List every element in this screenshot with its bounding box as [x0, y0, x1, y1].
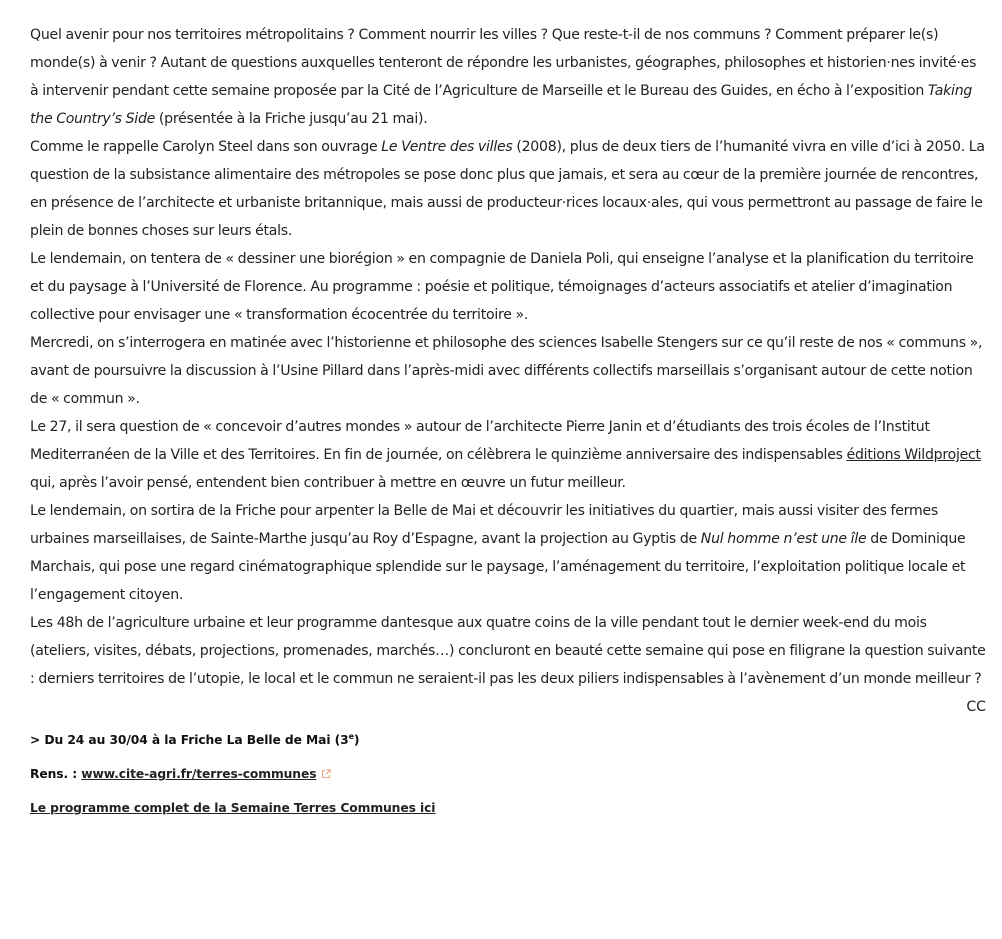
paragraph-text: Le lendemain, on sortira de la Friche pour arpenter la Belle de Mai et découvrir les initiatives du quartier, mais aussi visiter des fermes urbaines marseillaises, de Sainte-Marthe jusqu’au Roy d’Espagne, avant la projection au Gyptis de	[30, 503, 938, 547]
paragraph-text: Le 27, il sera question de « concevoir d’autres mondes » autour de l’architecte Pierre Janin et d’étudiants des trois écoles de l’Institut Mediterranéen de la Ville et des Territoires. En fin de journée, on célèbrera le quinzième anniversaire des indispensables	[30, 419, 930, 463]
author-signature: CC	[966, 699, 986, 715]
paragraph-text: (2008), plus de deux tiers de l’humanité vivra en ville d’ici à 2050. La question de la subsistance alimentaire des métropoles se pose donc plus que jamais, et sera au cœur de la première journée de rencontres, en présence de l’architecte et urbaniste britannique, mais aussi de producteur·rices locaux·ales, qui vous permettront au passage de faire le plein de bonnes choses sur leurs étals.	[30, 139, 985, 239]
program-link[interactable]: Le programme complet de la Semaine Terres Communes ici	[30, 801, 436, 815]
paragraph-text: (présentée à la Friche jusqu’au 21 mai).	[155, 111, 428, 127]
paragraph-intro	[30, 21, 986, 133]
paragraph-autres-mondes	[30, 413, 986, 497]
contact-info	[30, 764, 986, 784]
contact-label: Rens. :	[30, 767, 82, 781]
exhibition-title: Taking the Country’s Side	[30, 83, 973, 127]
event-dates-text: > Du 24 au 30/04 à la Friche La Belle de Mai (3	[30, 733, 349, 747]
paragraph-48h: Les 48h de l’agriculture urbaine et leur programme dantesque aux quatre coins de la ville pendant tout le dernier week-end du mois (ateliers, visites, débats, projections, promenades, marchés…) concluront en beauté cette semaine qui pose en filigrane la question suivante : derniers territoires de l’utopie, le local et le commun ne seraient-il pas les deux piliers indispensables à l’avènement d’un monde meilleur ?	[30, 615, 986, 687]
paragraph-carolyn-steel	[30, 133, 986, 245]
website-link[interactable]: www.cite-agri.fr/terres-communes	[81, 767, 317, 781]
ordinal-superscript: e	[348, 731, 354, 741]
paragraph-belle-de-mai	[30, 497, 986, 609]
wildproject-link[interactable]: éditions Wildproject	[846, 447, 981, 463]
book-title: Le Ventre des villes	[381, 139, 513, 155]
paragraph-text: de Dominique Marchais, qui pose une regard cinématographique splendide sur le paysage, l’aménagement du territoire, l’exploitation politique locale et l’engagement citoyen.	[30, 531, 966, 603]
paragraph-communs: Mercredi, on s’interrogera en matinée avec l’historienne et philosophe des sciences Isabelle Stengers sur ce qu’il reste de nos « communs », avant de poursuivre la discussion à l’Usine Pillard dans l’après-midi avec différents collectifs marseillais s’organisant autour de cette notion de « commun ».	[30, 335, 983, 407]
program-info	[30, 798, 986, 818]
paragraph-text: Quel avenir pour nos territoires métropolitains ? Comment nourrir les villes ? Que reste-t-il de nos communs ? Comment préparer le(s) monde(s) à venir ? Autant de questions auxquelles tenteront de répondre les urbanistes, géographes, philosophes et historien·nes invité·es à intervenir pendant cette semaine proposée par la Cité de l’Agriculture de Marseille et le Bureau des Guides, en écho à l’exposition	[30, 27, 977, 99]
event-dates-close: )	[353, 733, 360, 747]
paragraph-text: Comme le rappelle Carolyn Steel dans son ouvrage	[30, 139, 382, 155]
article-body	[30, 21, 986, 818]
paragraph-text: qui, après l’avoir pensé, entendent bien contribuer à mettre en œuvre un futur meilleur.	[30, 475, 626, 491]
paragraph-bioregion: Le lendemain, on tentera de « dessiner une biorégion » en compagnie de Daniela Poli, qui enseigne l’analyse et la planification du territoire et du paysage à l’Université de Florence. Au programme : poésie et politique, témoignages d’acteurs associatifs et atelier d’imagination collective pour envisager une « transformation écocentrée du territoire ».	[30, 251, 974, 323]
external-link-icon[interactable]	[321, 765, 331, 775]
film-title: Nul homme n’est une île	[700, 531, 867, 547]
event-dates	[30, 730, 986, 750]
